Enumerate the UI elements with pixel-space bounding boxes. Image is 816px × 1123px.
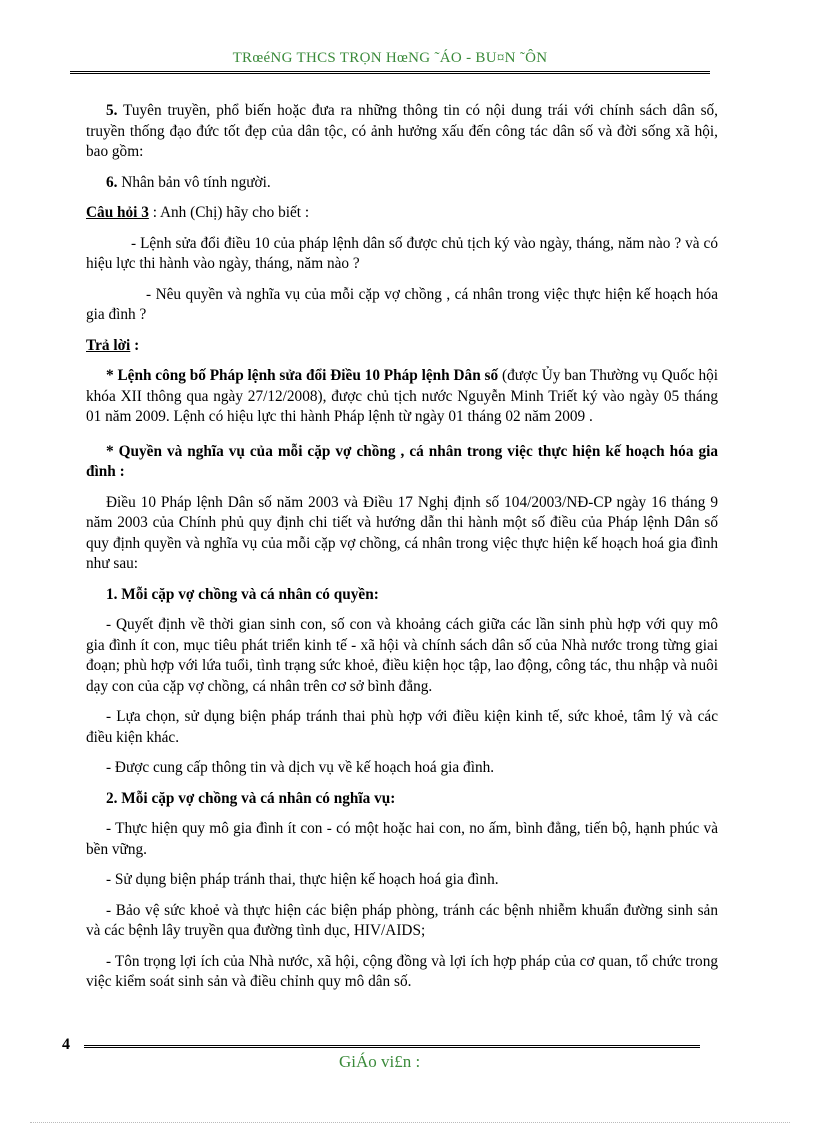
question-3-label: Câu hỏi 3 (86, 204, 149, 221)
item-5 (86, 101, 718, 163)
answer-1 (86, 366, 718, 428)
duty-item: - Thực hiện quy mô gia đình ít con - có một hoặc hai con, no ấm, bình đẳng, tiến bộ, hạnh phúc và bền vững. (86, 820, 718, 858)
item-6-number: 6. (106, 173, 118, 191)
answer-1-text: (được Ủy ban Thường vụ Quốc hội khóa XII thông qua ngày 27/12/2008), được chủ tịch nước Nguyễn Minh Triết ký vào ngày 05 tháng 01 năm 2009. Lệnh có hiệu lực thi hành Pháp lệnh từ ngày 01 tháng 02 năm 2009 . (86, 367, 719, 425)
question-3-part-1: - Lệnh sửa đổi điều 10 của pháp lệnh dân số được chủ tịch ký vào ngày, tháng, năm nào ? và có hiệu lực thi hành vào ngày, tháng, năm nào ? (86, 234, 718, 272)
duty-item: - Tôn trọng lợi ích của Nhà nước, xã hội, cộng đồng và lợi ích hợp pháp của cơ quan, tổ chức trong việc kiểm soát sinh sản và điều chỉnh quy mô dân số. (86, 952, 718, 990)
item-5-number: 5. (106, 102, 118, 119)
item-6-text: Nhân bản vô tính người. (117, 173, 271, 191)
footer-text: GiÁo vi£n : (339, 1052, 421, 1071)
answer-colon: : (130, 336, 140, 354)
question-3 (86, 203, 718, 224)
right-item: - Lựa chọn, sử dụng biện pháp tránh thai phù hợp với điều kiện kinh tế, sức khoẻ, tâm lý và các điều kiện khác. (86, 708, 718, 746)
duty-item: - Bảo vệ sức khoẻ và thực hiện các biện pháp phòng, tránh các bệnh nhiễm khuẩn đường sinh sản và các bệnh lây truyền qua đường tình dục, HIV/AIDS; (86, 901, 718, 939)
answer-heading (86, 336, 718, 357)
page-number: 4 (62, 1036, 70, 1053)
item-5-text: Tuyên truyền, phổ biến hoặc đưa ra những thông tin có nội dung trái với chính sách dân số, truyền thống đạo đức tốt đẹp của dân tộc, có ảnh hưởng xấu đến công tác dân số và đời sống xã hội, bao gồm: (86, 102, 718, 160)
header-rule (70, 71, 710, 74)
duty-item: - Sử dụng biện pháp tránh thai, thực hiện kế hoạch hoá gia đình. (106, 871, 499, 888)
duties-heading: 2. Mỗi cặp vợ chồng và cá nhân có nghĩa vụ: (106, 789, 396, 807)
document-body (86, 101, 718, 1003)
right-item: - Được cung cấp thông tin và dịch vụ về kế hoạch hoá gia đình. (106, 759, 495, 776)
answer-1-bold: * Lệnh công bố Pháp lệnh sửa đổi Điều 10 Pháp lệnh Dân số (106, 367, 499, 384)
question-3-intro: : Anh (Chị) hãy cho biết : (148, 204, 310, 221)
item-6 (86, 173, 718, 194)
rights-heading: 1. Mỗi cặp vợ chồng và cá nhân có quyền: (106, 585, 379, 603)
page-header: TRœéNG THCS TRỌN HœNG ˜ÁO - BU¤N ˜ÔN (232, 50, 548, 66)
answer-2-heading: * Quyền và nghĩa vụ của mỗi cặp vợ chồng , cá nhân trong việc thực hiện kế hoạch hóa gia đình : (86, 442, 718, 480)
right-item: - Quyết định về thời gian sinh con, số con và khoảng cách giữa các lần sinh phù hợp với quy mô gia đình ít con, mục tiêu phát triển kinh tế - xã hội và chính sách dân số của Nhà nước trong từng giai đoạn; phù hợp với lứa tuổi, tình trạng sức khoẻ, điều kiện học tập, lao động, công tác, thu nhập và nuôi dạy con của cặp vợ chồng, cá nhân trên cơ sở bình đẳng. (86, 616, 718, 695)
answer-2-intro: Điều 10 Pháp lệnh Dân số năm 2003 và Điều 17 Nghị định số 104/2003/NĐ-CP ngày 16 tháng 9 năm 2003 của Chính phủ quy định chi tiết và hướng dẫn thi hành một số điều của Pháp lệnh Dân số quy định quyền và nghĩa vụ của mỗi cặp vợ chồng, cá nhân trong việc thực hiện kế hoạch hoá gia đình như sau: (86, 493, 718, 572)
footer-rule (84, 1045, 700, 1048)
answer-label: Trả lời (86, 336, 131, 354)
question-3-part-2: - Nêu quyền và nghĩa vụ của mỗi cặp vợ chồng , cá nhân trong việc thực hiện kế hoạch hóa gia đình ? (86, 285, 718, 323)
